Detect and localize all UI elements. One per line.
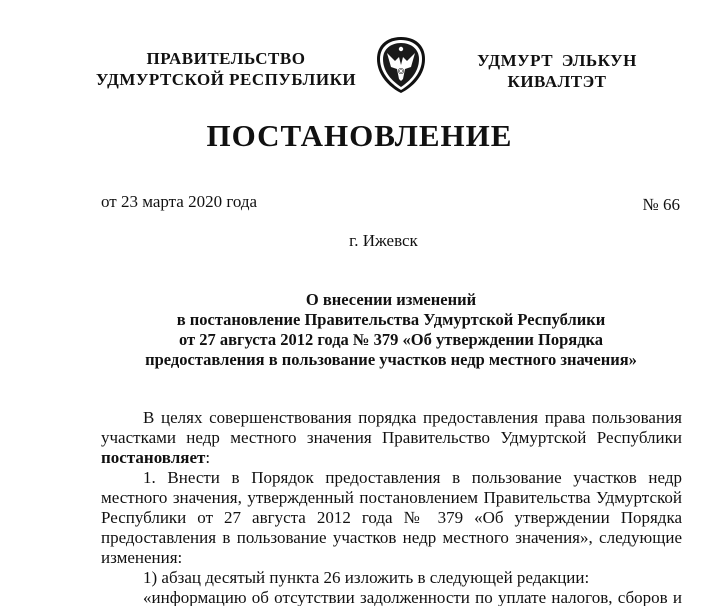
body-line: 1) абзац десятый пункта 26 изложить в следующей редакции: bbox=[143, 568, 590, 587]
document-number: № 66 bbox=[642, 195, 680, 214]
body-line: участками недр местного значения Правительство Удмуртской Республики bbox=[101, 428, 682, 447]
header-left-line-1: ПРАВИТЕЛЬСТВО bbox=[146, 49, 306, 68]
document-city: г. Ижевск bbox=[349, 231, 418, 250]
quoted-text-paragraph bbox=[101, 588, 682, 606]
body-line: В целях совершенствования порядка предоставления права пользования bbox=[143, 408, 682, 427]
body-line: 1. Внести в Порядок предоставления в пользование участков недр bbox=[143, 468, 682, 487]
header-right-line-2: КИВАЛТЭТ bbox=[507, 72, 607, 91]
subject-line: предоставления в пользование участков недр местного значения» bbox=[145, 350, 637, 369]
subject-line: в постановление Правительства Удмуртской Республики bbox=[176, 310, 606, 329]
document-date: от 23 марта 2020 года bbox=[101, 192, 258, 211]
header-left-line-2: УДМУРТСКОЙ РЕСПУБЛИКИ bbox=[95, 70, 357, 89]
document-body bbox=[101, 408, 682, 606]
document-subject bbox=[100, 290, 682, 370]
government-name-udmurt bbox=[473, 50, 641, 92]
resolves-colon: : bbox=[205, 448, 211, 467]
body-line: местного значения, утвержденный постановлением Правительства Удмуртской bbox=[101, 488, 682, 507]
body-line: Республики от 27 августа 2012 года № 379 «Об утверждении Порядка bbox=[101, 508, 682, 527]
subject-line: О внесении изменений bbox=[305, 290, 477, 309]
preamble-paragraph bbox=[101, 408, 682, 468]
subject-line: от 27 августа 2012 года № 379 «Об утверждении Порядка bbox=[178, 330, 604, 349]
document-title: ПОСТАНОВЛЕНИЕ bbox=[206, 118, 513, 153]
subitem-1-paragraph bbox=[101, 568, 682, 588]
header-right-line-1: УДМУРТ ЭЛЬКУН bbox=[477, 51, 637, 70]
udmurt-coat-of-arms-icon bbox=[373, 35, 429, 95]
body-line bbox=[101, 448, 682, 468]
item-1-paragraph bbox=[101, 468, 682, 568]
body-line: предоставления в пользование участков недр местного значения», следующие bbox=[101, 528, 682, 547]
government-name-russian bbox=[95, 48, 357, 90]
resolves-keyword: постановляет bbox=[101, 448, 206, 467]
body-line: изменения: bbox=[101, 548, 183, 567]
body-line: «информацию об отсутствии задолженности по уплате налогов, сборов и bbox=[143, 588, 682, 606]
